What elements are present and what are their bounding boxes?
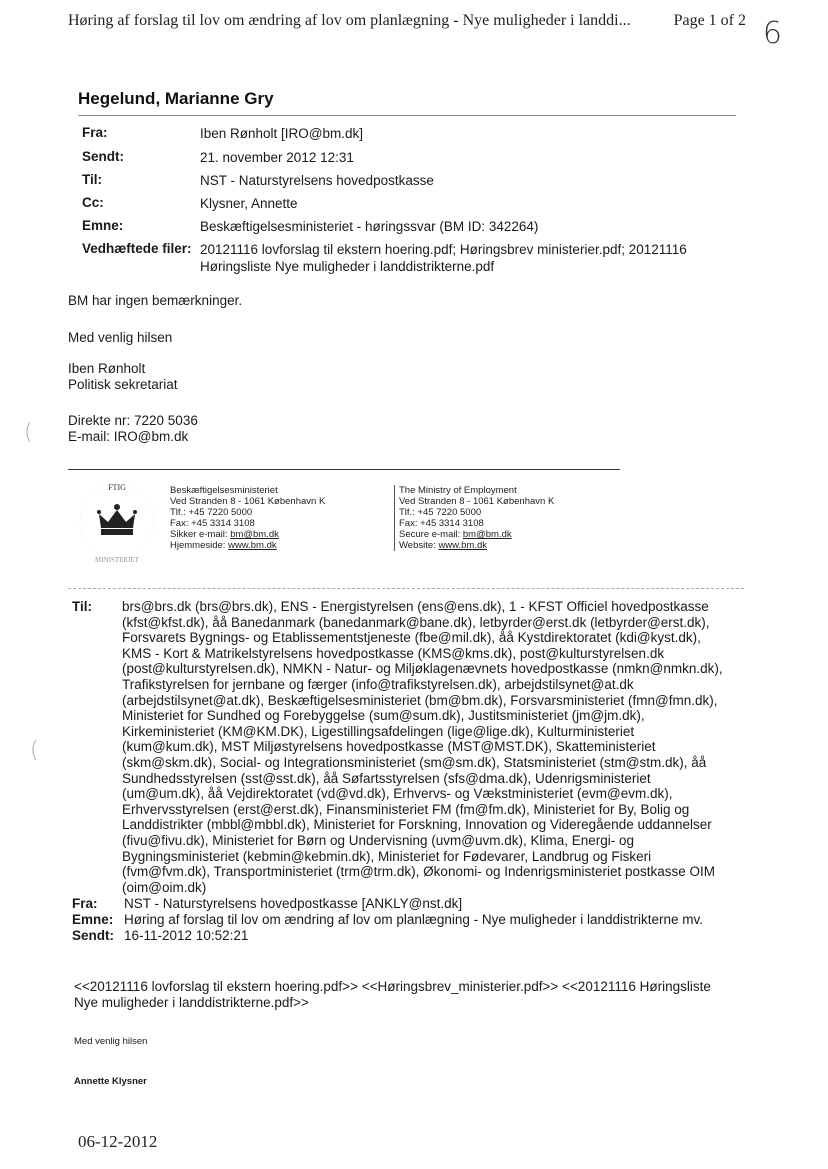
from-value: Iben Rønholt [IRO@bm.dk] xyxy=(200,126,364,141)
fwd-to-line: (fivu@fivu.dk), Ministeriet for Børn og Undervisning (uvm@uvm.dk), Klima, Energi- og xyxy=(122,832,635,848)
fwd-to-line: (um@um.dk), åå Vejdirektoratet (vd@vd.dk), Erhvervs- og Vækstministeriet (evm@evm.dk), xyxy=(122,786,673,802)
signature-danish xyxy=(170,485,325,551)
attachments-label: Vedhæftede filer: xyxy=(82,241,192,256)
svg-text:MINISTERIET: MINISTERIET xyxy=(95,556,139,564)
fwd-to-line: Erhvervsstyrelsen (erst@erst.dk), Finansministeriet FM (fm@fm.dk), Ministeriet for By, Bolig og xyxy=(122,801,690,817)
print-header-title: Høring af forslag til lov om ændring af lov om planlægning - Nye muligheder i landdi... xyxy=(68,12,631,29)
fwd-subject-label: Emne: xyxy=(72,912,114,927)
body-line: BM har ingen bemærkninger. xyxy=(68,293,243,308)
sig-da-name: Beskæftigelsesministeriet xyxy=(170,485,278,496)
signature-divider xyxy=(68,469,620,470)
sig-da-address: Ved Stranden 8 - 1061 København K xyxy=(170,496,326,507)
sig-da-fax: Fax: +45 3314 3108 xyxy=(170,518,255,529)
fwd-from: NST - Naturstyrelsens hovedpostkasse [ANKLY@nst.dk] xyxy=(124,896,463,911)
forward-divider xyxy=(68,588,744,589)
fwd-sent-label: Sendt: xyxy=(72,928,114,943)
body-email[interactable]: E-mail: IRO@bm.dk xyxy=(68,429,189,444)
body-greeting: Med venlig hilsen xyxy=(68,330,173,345)
to-value: NST - Naturstyrelsens hovedpostkasse xyxy=(200,173,434,188)
sig-en-secure: Secure e-mail: bm@bm.dk xyxy=(399,529,512,540)
cc-label: Cc: xyxy=(82,195,104,210)
sig-en-secure-link[interactable]: bm@bm.dk xyxy=(462,529,512,540)
margin-mark: ( xyxy=(24,420,33,445)
fwd-attachments-line2[interactable]: Nye muligheder i landdistrikterne.pdf>> xyxy=(74,995,309,1010)
from-label: Fra: xyxy=(82,125,108,140)
sig-en-address: Ved Stranden 8 - 1061 København K xyxy=(399,496,555,507)
body-name: Iben Rønholt xyxy=(68,361,146,376)
sig-da-phone: Tlf.: +45 7220 5000 xyxy=(170,507,253,518)
fwd-to-line: brs@brs.dk (brs@brs.dk), ENS - Energistyrelsen (ens@ens.dk), 1 - KFST Officiel hovedpostkasse xyxy=(122,599,709,614)
sig-en-web-link[interactable]: www.bm.dk xyxy=(438,540,488,551)
sig-da-secure: Sikker e-mail: bm@bm.dk xyxy=(170,529,279,540)
fwd-to-line: Sundhedsstyrelsen (sst@sst.dk), åå Søfartsstyrelsen (sfs@dma.dk), Udenrigsministeriet xyxy=(122,770,651,786)
handwritten-page-number: 6 xyxy=(762,16,782,51)
fwd-to-line: Ministeriet for Sundhed og Forebyggelse (sum@sum.dk), Justitsministeriet (jm@jm.dk), xyxy=(122,708,645,724)
header-divider xyxy=(78,115,736,116)
stamp-date: 06-12-2012 xyxy=(78,1132,158,1151)
fwd-to-list xyxy=(122,599,762,895)
fwd-to-line: Trafikstyrelsen for jernbane og færger (info@trafikstyrelsen.dk), arbejdstilsynet@at.dk xyxy=(122,676,634,692)
sent-value: 21. november 2012 12:31 xyxy=(200,150,354,165)
fwd-attachments-line1[interactable]: <<20121116 lovforslag til ekstern hoering.pdf>> <<Høringsbrev_ministerier.pdf>> <<20121116 Høringsliste xyxy=(74,979,711,994)
fwd-to-line: Forsvarets Bygnings- og Etablissementstjeneste (fbe@mil.dk), åå Kystdirektoratet (kdi@kyst.dk), xyxy=(122,630,701,646)
svg-text:FTIG: FTIG xyxy=(108,483,126,492)
fwd-to-line: KMS - Kort & Matrikelstyrelsens hovedpostkasse (KMS@kms.dk), post@kulturstyrelsen.dk xyxy=(122,645,665,661)
sig-en-phone: Tlf.: +45 7220 5000 xyxy=(399,507,482,518)
sender-name: Hegelund, Marianne Gry xyxy=(78,89,274,108)
fwd-from-label: Fra: xyxy=(72,896,98,911)
sig-da-web-link[interactable]: www.bm.dk xyxy=(228,540,277,551)
cc-value: Klysner, Annette xyxy=(200,196,298,211)
sig-en-name: The Ministry of Employment xyxy=(399,485,517,496)
ministry-logo xyxy=(72,476,162,566)
sent-label: Sendt: xyxy=(82,149,124,164)
fwd-greeting: Med venlig hilsen xyxy=(74,1036,148,1047)
sig-en-web: Website: www.bm.dk xyxy=(399,540,488,551)
subject-value: Beskæftigelsesministeriet - høringssvar (BM ID: 342264) xyxy=(200,219,539,234)
fwd-to-line: Landdistrikter (mbbl@mbbl.dk), Ministeriet for Forskning, Innovation og Videregående uddannelser xyxy=(122,817,712,833)
fwd-to-line: (kfst@kfst.dk), åå Banedanmark (banedanmark@bane.dk), letbyrder@erst.dk (letbyrder@erst.dk), xyxy=(122,614,710,630)
fwd-to-line: (arbejdstilsynet@at.dk), Beskæftigelsesministeriet (bm@bm.dk), Forsvarsministeriet (fmn@fmn.dk), xyxy=(122,692,718,708)
fwd-to-line: Kirkeministeriet (KM@KM.DK), Ligestillingsafdelingen (lige@lige.dk), Kulturministeriet xyxy=(122,723,635,739)
body-dept: Politisk sekretariat xyxy=(68,377,178,392)
margin-mark-2: ( xyxy=(30,738,39,763)
sig-da-web: Hjemmeside: www.bm.dk xyxy=(170,540,277,551)
fwd-sent: 16-11-2012 10:52:21 xyxy=(124,928,249,943)
fwd-to-line: (kum@kum.dk), MST Miljøstyrelsens hovedpostkasse (MST@MST.DK), Skatteministeriet xyxy=(122,739,656,755)
fwd-signer: Annette Klysner xyxy=(74,1076,147,1087)
fwd-to-line: (post@kulturstyrelsen.dk), NMKN - Natur- og Miljøklagenævnets hovedpostkasse (nmkn@nmkn.dk), xyxy=(122,661,723,677)
fwd-subject: Høring af forslag til lov om ændring af lov om planlægning - Nye muligheder i landdistrikterne mv. xyxy=(124,912,703,927)
fwd-to-line: (skm@skm.dk), Social- og Integrationsministeriet (sm@sm.dk), Statsministeriet (stm@stm.dk), åå xyxy=(122,754,707,770)
sig-en-fax: Fax: +45 3314 3108 xyxy=(399,518,484,529)
subject-label: Emne: xyxy=(82,218,124,233)
signature-english xyxy=(394,485,554,551)
sig-da-secure-link[interactable]: bm@bm.dk xyxy=(230,529,279,540)
attachments-value[interactable]: 20121116 lovforslag til ekstern hoering.pdf; Høringsbrev ministerier.pdf; 20121116 Høringsliste Nye muligheder i landdistrikterne.pdf xyxy=(200,242,687,274)
to-label: Til: xyxy=(82,172,102,187)
body-phone: Direkte nr: 7220 5036 xyxy=(68,413,198,428)
fwd-to-label: Til: xyxy=(72,599,92,614)
fwd-to-line: (fvm@fvm.dk), Transportministeriet (trm@trm.dk), Økonomi- og Indenrigsministeriet postkasse OIM xyxy=(122,864,716,880)
print-header xyxy=(68,12,758,30)
fwd-to-line: Bygningsministeriet (kebmin@kebmin.dk), Ministeriet for Fødevarer, Landbrug og Fiskeri xyxy=(122,848,652,864)
print-header-page: Page 1 of 2 xyxy=(673,12,746,29)
fwd-to-line: (oim@oim.dk) xyxy=(122,879,207,895)
